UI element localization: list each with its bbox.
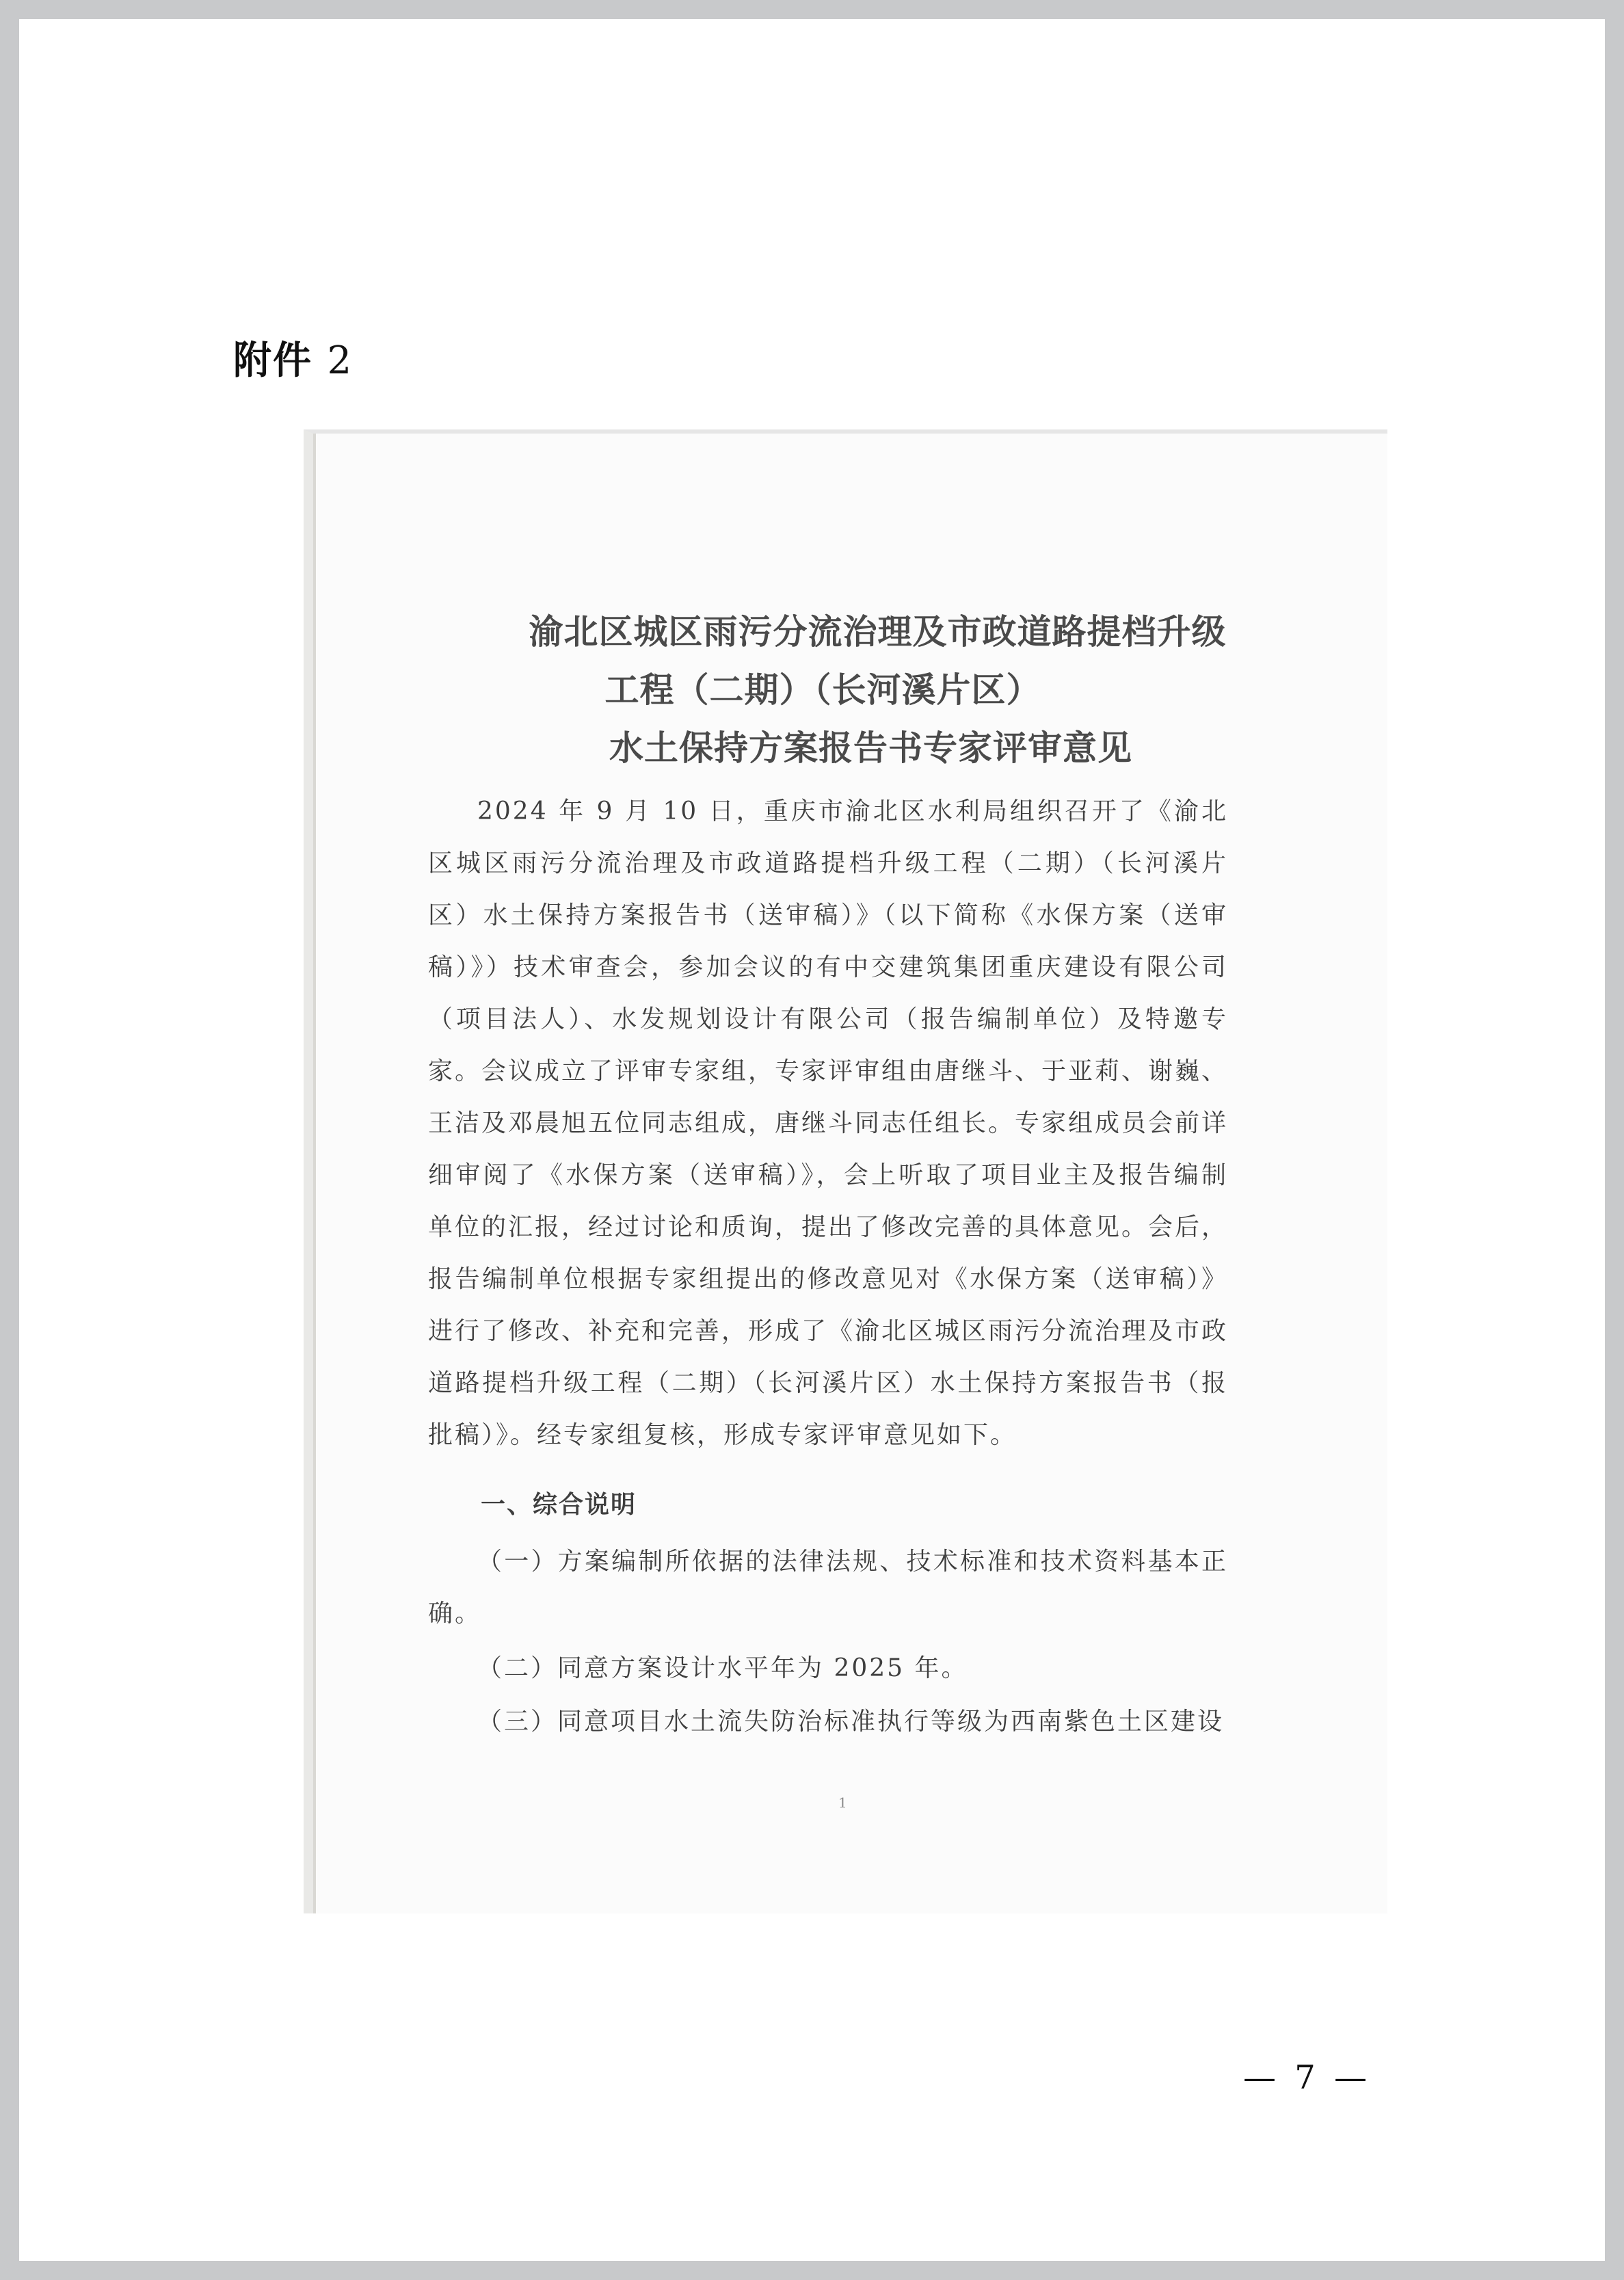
- attachment-label-text: 附件: [233, 339, 312, 383]
- document-title-line-3: 水土保持方案报告书专家评审意见: [609, 728, 1132, 768]
- item-1-block: [428, 1536, 1228, 1640]
- item-1: （一）方案编制所依据的法律法规、技术标准和技术资料基本正确。: [428, 1548, 1228, 1628]
- scan-page-mark: 1: [838, 1794, 847, 1811]
- document-title-line-2: 工程（二期）（长河溪片区）: [604, 670, 1041, 710]
- item-3-block: [428, 1696, 1228, 1748]
- item-2: （二）同意方案设计水平年为 2025 年。: [477, 1654, 968, 1682]
- section-heading: 一、综合说明: [481, 1491, 637, 1519]
- scan-edge: [313, 434, 316, 1913]
- document-page: [19, 19, 1605, 2261]
- attachment-label: [233, 330, 353, 385]
- item-2-block: [428, 1643, 1228, 1695]
- scanned-document: [304, 429, 1387, 1913]
- page-number: — 7 —: [1243, 2058, 1372, 2097]
- intro-paragraph-block: [428, 786, 1228, 1461]
- item-3: （三）同意项目水土流失防治标准执行等级为西南紫色土区建设: [477, 1708, 1225, 1736]
- attachment-number: 2: [327, 339, 354, 383]
- intro-paragraph: 2024 年 9 月 10 日，重庆市渝北区水利局组织召开了《渝北区城区雨污分流治理及市政道路提档升级工程（二期）（长河溪片区）水土保持方案报告书（送审稿）》（以下简称《水保方案（送审稿）》）技术审查会，参加会议的有中交建筑集团重庆建设有限公司（项目法人）、水发规划设计有限公司（报告编制单位）及特邀专家。会议成立了评审专家组，专家评审组由唐继斗、于亚莉、谢巍、王洁及邓晨旭五位同志组成，唐继斗同志任组长。专家组成员会前详细审阅了《水保方案（送审稿）》，会上听取了项目业主及报告编制单位的汇报，经过讨论和质询，提出了修改完善的具体意见。会后，报告编制单位根据专家组提出的修改意见对《水保方案（送审稿）》进行了修改、补充和完善，形成了《渝北区城区雨污分流治理及市政道路提档升级工程（二期）（长河溪片区）水土保持方案报告书（报批稿）》。经专家组复核，形成专家评审意见如下。: [428, 797, 1229, 1449]
- document-title-line-1: 渝北区城区雨污分流治理及市政道路提档升级: [529, 612, 1227, 652]
